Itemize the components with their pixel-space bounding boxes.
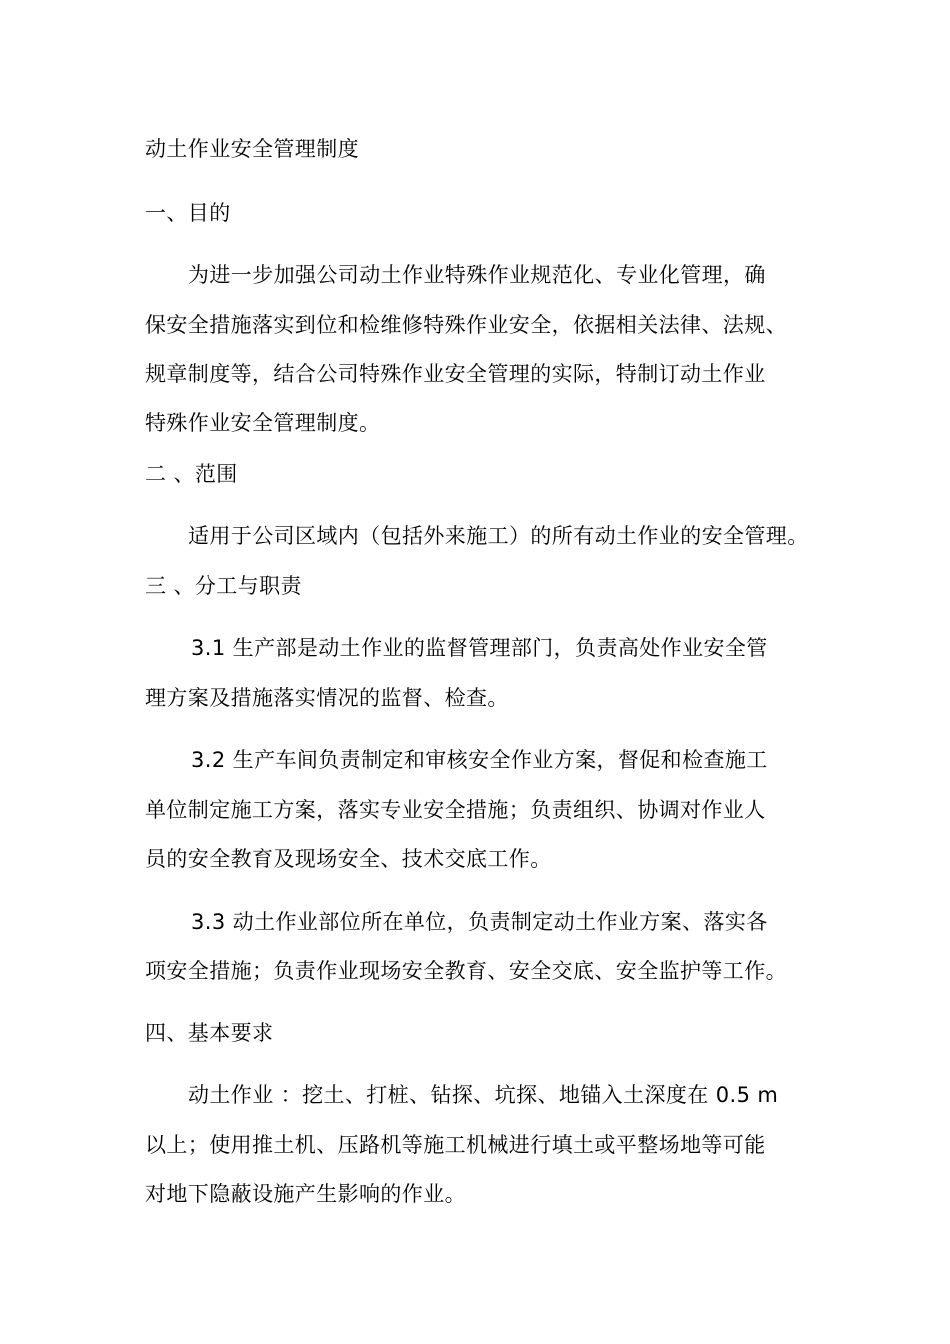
section-heading-responsibilities: 三 、分工与职责 [145, 574, 302, 598]
purpose-line-3: 规章制度等，结合公司特殊作业安全管理的实际，特制订动土作业 [145, 362, 766, 386]
item-3-2-line-1: 3.2 生产车间负责制定和审核安全作业方案，督促和检查施工 [191, 748, 768, 772]
requirements-line-3: 对地下隐蔽设施产生影响的作业。 [145, 1182, 466, 1206]
section-heading-requirements: 四、基本要求 [145, 1021, 274, 1045]
purpose-line-2: 保安全措施落实到位和检维修特殊作业安全，依据相关法律、法规、 [145, 313, 787, 337]
requirements-line-1: 动土作业 ：挖土、打桩、钻探、坑探、地锚入土深度在 0.5 m [188, 1083, 779, 1107]
item-3-1-line-1: 3.1 生产部是动土作业的监督管理部门，负责高处作业安全管 [191, 636, 768, 660]
item-3-3-line-1: 3.3 动土作业部位所在单位，负责制定动土作业方案、落实各 [191, 910, 768, 934]
item-3-3-line-2: 项安全措施；负责作业现场安全教育、安全交底、安全监护等工作。 [145, 959, 787, 983]
document-title: 动土作业安全管理制度 [145, 137, 359, 161]
purpose-line-1: 为进一步加强公司动土作业特殊作业规范化、专业化管理，确 [188, 263, 766, 287]
purpose-line-4: 特殊作业安全管理制度。 [145, 411, 381, 435]
item-3-1-line-2: 理方案及措施落实情况的监督、检查。 [145, 686, 509, 710]
scope-line-1: 适用于公司区域内（包括外来施工）的所有动土作业的安全管理。 [188, 524, 809, 548]
section-heading-purpose: 一、目的 [145, 201, 231, 225]
section-heading-scope: 二 、范围 [145, 462, 238, 486]
item-3-2-line-2: 单位制定施工方案，落实专业安全措施；负责组织、协调对作业人 [145, 798, 766, 822]
requirements-line-2: 以上；使用推土机、压路机等施工机械进行填土或平整场地等可能 [145, 1133, 766, 1157]
item-3-2-line-3: 员的安全教育及现场安全、技术交底工作。 [145, 847, 552, 871]
